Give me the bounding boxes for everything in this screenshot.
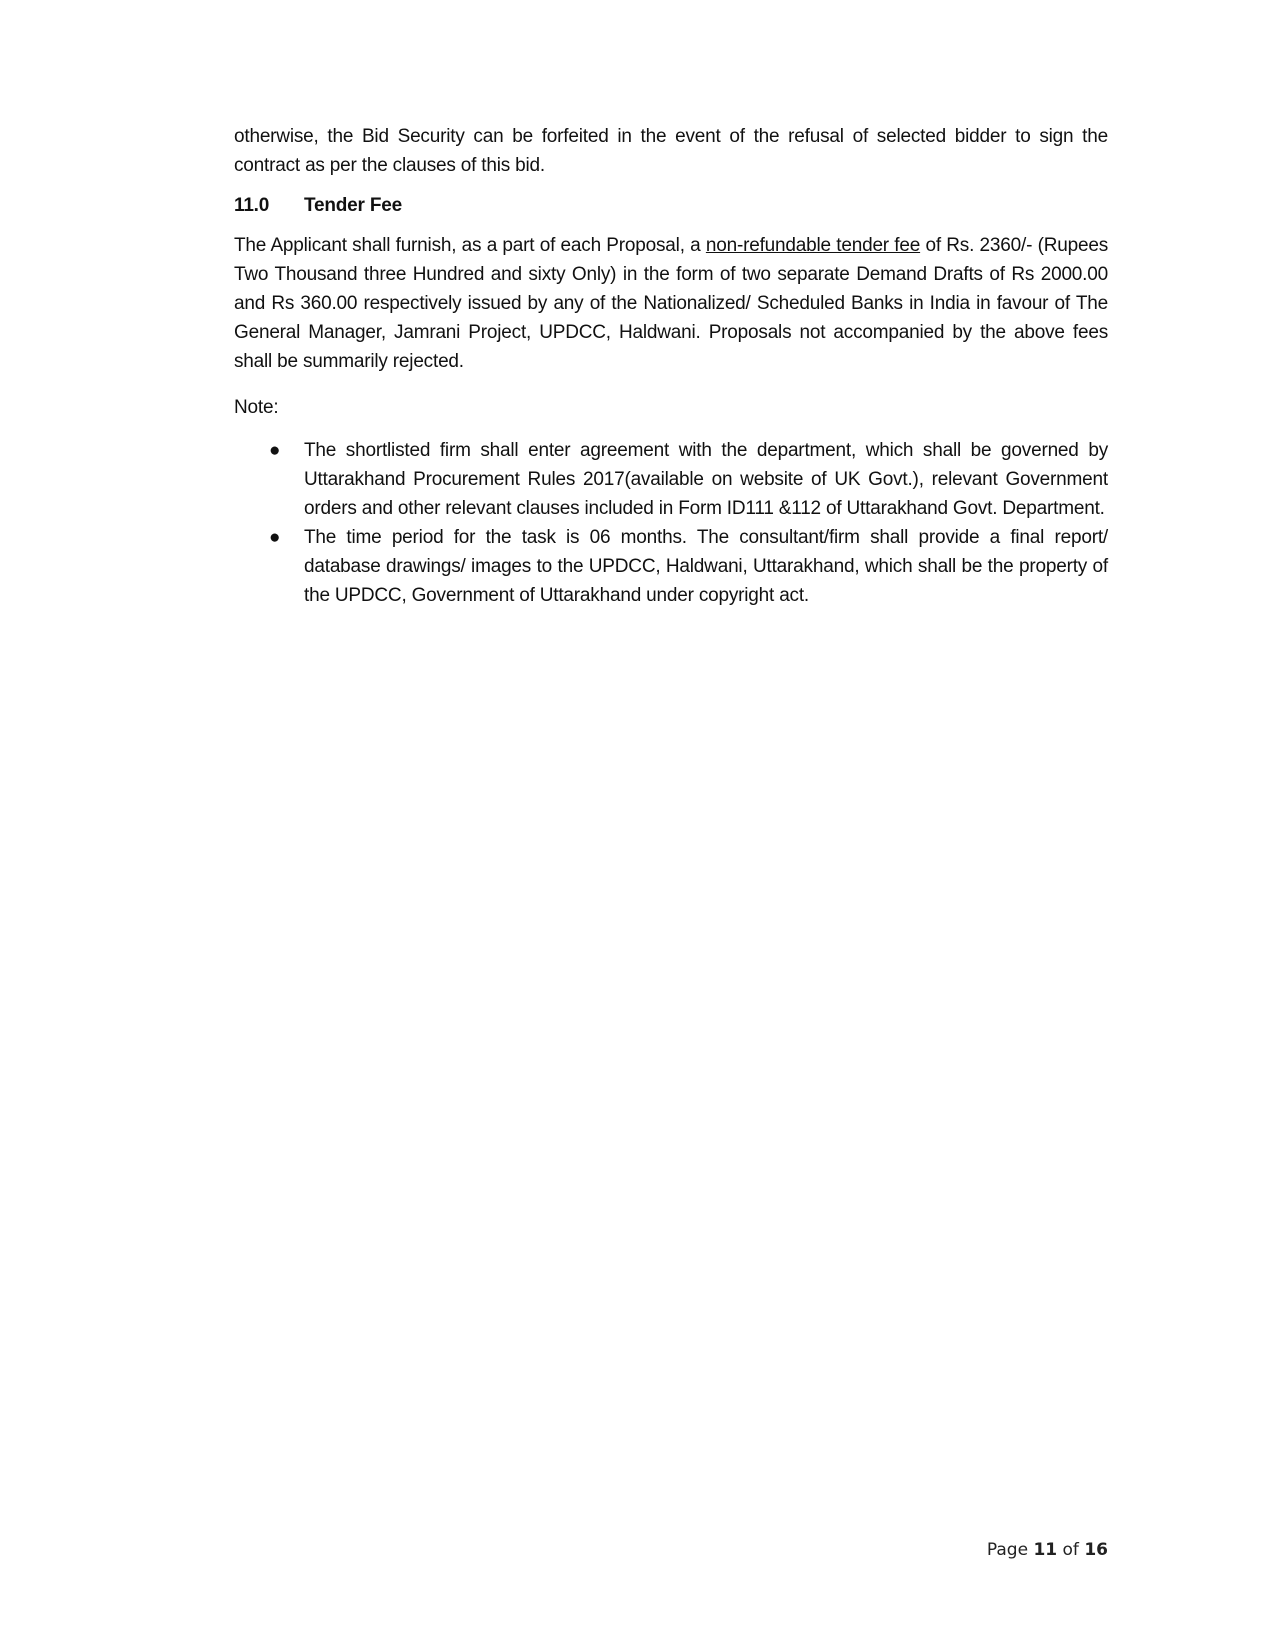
total-page-count: 16 <box>1084 1540 1108 1560</box>
section-number: 11.0 <box>234 195 270 216</box>
list-item <box>234 436 1108 523</box>
fee-text-after: of Rs. 2360/- (Rupees Two Thousand three Hundred and sixty Only) in the form of two separate Demand Drafts of Rs 2000.00 and Rs 360.00 respectively issued by any of the Nationalized/ Scheduled Banks in India in favour of The General Manager, Jamrani Project, UPDCC, Haldwani. Proposals not accompanied by the above fees shall be summarily rejected. <box>234 235 1108 372</box>
bullet-icon: ● <box>269 440 281 461</box>
section-heading <box>234 193 1108 219</box>
current-page-number: 11 <box>1033 1540 1058 1560</box>
notes-list <box>234 436 1108 610</box>
page-content <box>234 122 1108 610</box>
intro-paragraph: otherwise, the Bid Security can be forfeited in the event of the refusal of selected bidder to sign the contract as per the clauses of this bid. <box>234 126 1108 176</box>
page-number-footer <box>987 1540 1108 1560</box>
page-word: Page <box>986 1540 1029 1560</box>
fee-text-before: The Applicant shall furnish, as a part of each Proposal, a <box>234 235 706 256</box>
list-item <box>234 523 1108 610</box>
bullet-icon: ● <box>269 527 281 548</box>
note-text: The time period for the task is 06 months. The consultant/firm shall provide a final report/ database drawings/ images to the UPDCC, Haldwani, Uttarakhand, which shall be the property of the UPDCC, Government of Uttarakhand under copyright act. <box>304 527 1108 606</box>
tender-fee-paragraph <box>234 231 1108 376</box>
fee-underlined-text: non-refundable tender fee <box>705 235 921 256</box>
of-word: of <box>1062 1540 1079 1560</box>
section-title: Tender Fee <box>304 195 402 216</box>
note-label: Note: <box>234 397 279 418</box>
note-text: The shortlisted firm shall enter agreement with the department, which shall be governed by Uttarakhand Procurement Rules 2017(available on website of UK Govt.), relevant Government orders and other relevant clauses included in Form ID111 &112 of Uttarakhand Govt. Department. <box>304 440 1108 519</box>
